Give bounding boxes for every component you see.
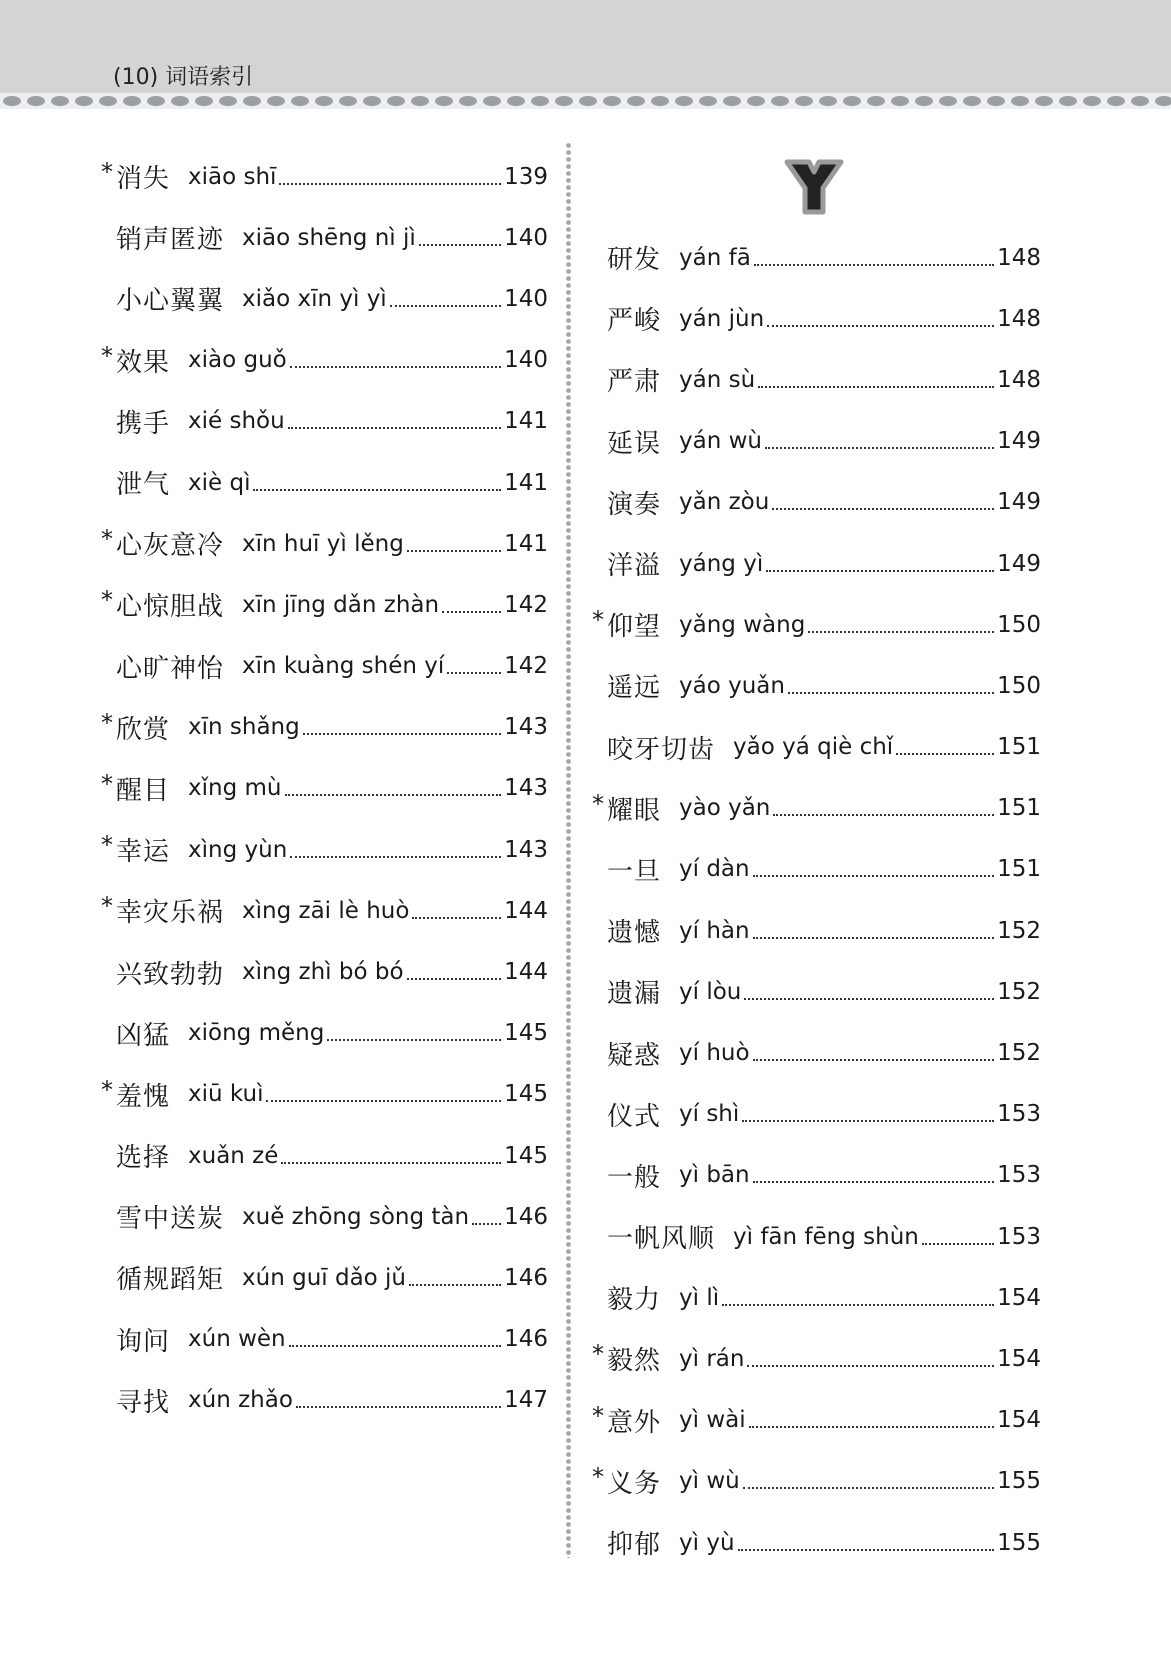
index-entry [592,227,1041,288]
entry-word: 销声匿迹 [116,225,225,256]
star-marker: * [101,769,113,798]
dot-leader [922,1243,994,1245]
entry-page-number: 143 [504,775,548,802]
dot-leader [419,244,501,246]
entry-page-number: 143 [504,714,548,741]
dot-leader [738,1549,995,1551]
entry-word: 幸灾乐祸 [116,898,225,929]
index-entry [101,1186,548,1247]
entry-word: 消失 [116,164,171,195]
star-marker: * [592,1340,604,1369]
index-entry [101,268,548,329]
entry-pinyin: xìng zāi lè huò [242,897,410,924]
entry-pinyin: yáo yuǎn [679,672,785,699]
dot-leader [412,917,501,919]
dot-leader [290,366,501,368]
star-marker: * [101,341,113,370]
entry-word: 仪式 [607,1101,662,1132]
dot-leader [772,508,994,510]
entry-page-number: 148 [997,305,1041,332]
entry-word: 严肃 [607,367,662,398]
star-marker: * [592,1401,604,1430]
index-entry [101,880,548,941]
dot-leader [472,1223,501,1225]
dot-leader [289,1345,501,1347]
entry-pinyin: xīn jīng dǎn zhàn [242,591,440,618]
entry-page-number: 151 [997,734,1041,761]
entry-page-number: 150 [997,672,1041,699]
dot-leader [773,814,994,816]
entry-word: 询问 [116,1326,171,1357]
entry-word: 携手 [116,408,171,439]
entry-page-number: 153 [997,1162,1041,1189]
dot-leader [747,1365,994,1367]
entry-word: 仰望 [607,612,662,643]
dot-leader [327,1039,501,1041]
entry-page-number: 146 [504,1264,548,1291]
dot-leader [442,611,501,613]
dot-leader [288,427,501,429]
entry-pinyin: yì lì [679,1284,720,1311]
star-marker: * [592,789,604,818]
entry-pinyin: xiào guǒ [188,347,287,374]
index-entry [592,717,1041,778]
entry-word: 延误 [607,428,662,459]
entry-pinyin: xǐng mù [188,775,282,802]
index-entry [101,1247,548,1308]
entry-pinyin: xīn kuàng shén yí [242,653,445,680]
dot-leader [253,489,501,491]
entry-pinyin: xìng zhì bó bó [242,959,404,986]
entry-word: 一旦 [607,856,662,887]
index-entry [101,819,548,880]
entry-page-number: 140 [504,347,548,374]
section-letter: Y [813,196,815,197]
entry-pinyin: yáng yì [679,550,764,577]
entry-page-number: 154 [997,1407,1041,1434]
index-entry [101,146,548,207]
dot-leader [447,672,501,674]
entry-page-number: 142 [504,591,548,618]
index-entry [101,1064,548,1125]
entry-pinyin: yán wù [679,428,762,455]
entry-page-number: 144 [504,959,548,986]
entry-word: 演奏 [607,489,662,520]
entry-page-number: 151 [997,856,1041,883]
entry-pinyin: xiāo shēng nì jì [242,224,416,251]
entry-page-number: 142 [504,653,548,680]
entry-word: 循规蹈矩 [116,1265,225,1296]
entry-pinyin: xuě zhōng sòng tàn [242,1203,470,1230]
entry-pinyin: yǎn zòu [679,489,770,516]
entry-pinyin: xìng yùn [188,836,288,863]
section-letter-badge [783,156,845,218]
entry-page-number: 148 [997,244,1041,271]
entry-pinyin: yán sù [679,366,756,393]
entry-page-number: 148 [997,366,1041,393]
dot-leader [758,386,994,388]
star-marker: * [101,525,113,554]
dot-leader [266,1100,501,1102]
entry-page-number: 152 [997,917,1041,944]
star-marker: * [101,158,113,186]
entry-page-number: 155 [997,1529,1041,1556]
entry-pinyin: xiǎo xīn yì yì [242,285,387,312]
entry-page-number: 149 [997,428,1041,455]
entry-word: 选择 [116,1143,171,1174]
dot-leader [743,1487,994,1489]
entry-page-number: 149 [997,489,1041,516]
entry-page-number: 143 [504,836,548,863]
star-marker: * [592,1462,604,1491]
index-entry [101,1003,548,1064]
entry-pinyin: xiāo shī [188,163,277,190]
entry-pinyin: yí lòu [679,978,742,1005]
entry-word: 遥远 [607,673,662,704]
entry-word: 一帆风顺 [607,1224,716,1255]
star-marker: * [592,606,604,635]
entry-pinyin: yì bān [679,1162,750,1189]
page-header [0,0,1171,93]
index-entry [592,655,1041,716]
entry-word: 效果 [116,347,171,378]
entry-page-number: 153 [997,1223,1041,1250]
dot-leader [407,978,502,980]
entry-word: 咬牙切齿 [607,734,716,765]
dot-leader [754,264,994,266]
entry-word: 醒目 [116,775,171,806]
dot-leader [281,1162,501,1164]
dot-leader [742,1120,994,1122]
entry-word: 意外 [607,1407,662,1438]
star-marker: * [101,831,113,860]
dot-leader [407,550,501,552]
column-divider [566,143,571,1558]
index-column-left [101,146,548,1431]
index-entry [101,1309,548,1370]
entry-pinyin: yì rán [679,1345,745,1372]
entry-page-number: 147 [504,1387,548,1414]
dot-leader [753,1181,994,1183]
entry-pinyin: yì wù [679,1468,740,1495]
dot-leader [753,1059,995,1061]
entry-page-number: 146 [504,1326,548,1353]
index-entry [592,1328,1041,1389]
entry-pinyin: yì wài [679,1407,746,1434]
entry-page-number: 155 [997,1468,1041,1495]
entry-word: 心灰意冷 [116,531,225,562]
entry-word: 严峻 [607,306,662,337]
entry-word: 耀眼 [607,795,662,826]
index-entry [592,839,1041,900]
index-entry [592,1267,1041,1328]
entry-page-number: 153 [997,1101,1041,1128]
index-entry [592,778,1041,839]
entry-word: 小心翼翼 [116,286,225,317]
index-entry [101,1125,548,1186]
index-entry [592,533,1041,594]
entry-pinyin: yí dàn [679,856,750,883]
entry-word: 雪中送炭 [116,1204,225,1235]
entry-pinyin: xún wèn [188,1326,286,1353]
index-entry [592,1451,1041,1512]
dot-leader [722,1304,994,1306]
entry-page-number: 140 [504,285,548,312]
index-entry [101,697,548,758]
star-marker: * [101,708,113,737]
entry-page-number: 139 [504,163,548,190]
entry-page-number: 145 [504,1081,548,1108]
entry-word: 遗漏 [607,979,662,1010]
index-entry [101,636,548,697]
entry-pinyin: yì yù [679,1529,735,1556]
entry-word: 幸运 [116,837,171,868]
dot-leader [303,733,501,735]
index-entry [101,391,548,452]
entry-pinyin: xuǎn zé [188,1142,279,1169]
entry-page-number: 151 [997,795,1041,822]
index-entry [592,472,1041,533]
index-entry [592,411,1041,472]
entry-pinyin: xiū kuì [188,1081,264,1108]
entry-page-number: 152 [997,1040,1041,1067]
dot-leader [765,447,994,449]
entry-page-number: 141 [504,530,548,557]
index-entry [592,1022,1041,1083]
decorative-border [0,93,1171,109]
index-entry [592,288,1041,349]
dot-leader [290,856,501,858]
index-entry [101,513,548,574]
entry-word: 毅力 [607,1285,662,1316]
entry-page-number: 144 [504,897,548,924]
entry-page-number: 141 [504,408,548,435]
index-entry [592,1512,1041,1573]
entry-word: 心旷神怡 [116,653,225,684]
dot-leader [896,753,994,755]
entry-pinyin: xīn huī yì lěng [242,530,404,557]
entry-pinyin: yào yǎn [679,795,771,822]
star-marker: * [101,892,113,921]
index-entry [101,941,548,1002]
index-entry [101,574,548,635]
entry-word: 遗憾 [607,918,662,949]
index-entry [101,207,548,268]
entry-pinyin: yí hàn [679,917,750,944]
index-entry [101,758,548,819]
entry-page-number: 149 [997,550,1041,577]
dot-leader [279,183,501,185]
entry-word: 寻找 [116,1387,171,1418]
entry-pinyin: xiōng měng [188,1020,325,1047]
entry-word: 心惊胆战 [116,592,225,623]
entry-word: 疑惑 [607,1040,662,1071]
dot-leader [767,325,994,327]
index-entry [592,1145,1041,1206]
entry-word: 兴致勃勃 [116,959,225,990]
entry-pinyin: xīn shǎng [188,714,300,741]
index-entry [592,1390,1041,1451]
entry-pinyin: yán fā [679,244,751,271]
index-entry [592,961,1041,1022]
entry-pinyin: xún guī dǎo jǔ [242,1264,407,1291]
dot-leader [808,631,994,633]
entry-word: 抑郁 [607,1530,662,1561]
entry-pinyin: xié shǒu [188,408,285,435]
entry-page-number: 152 [997,978,1041,1005]
entry-page-number: 146 [504,1203,548,1230]
index-entry [592,1084,1041,1145]
entry-page-number: 150 [997,611,1041,638]
index-entry [592,1206,1041,1267]
index-entry [592,594,1041,655]
entry-word: 羞愧 [116,1081,171,1112]
entry-word: 毅然 [607,1346,662,1377]
dot-leader [766,570,994,572]
entry-word: 泄气 [116,470,171,501]
entry-word: 研发 [607,245,662,276]
dot-leader [788,692,994,694]
index-entry [592,900,1041,961]
star-marker: * [101,1075,113,1104]
entry-page-number: 145 [504,1020,548,1047]
entry-pinyin: xiè qì [188,469,251,496]
entry-pinyin: yǎo yá qiè chǐ [733,734,894,761]
dot-leader [749,1426,994,1428]
entry-word: 洋溢 [607,551,662,582]
entry-pinyin: yì fān fēng shùn [733,1223,919,1250]
dot-leader [296,1406,501,1408]
entry-page-number: 140 [504,224,548,251]
entry-page-number: 145 [504,1142,548,1169]
entry-word: 义务 [607,1468,662,1499]
index-column-right [592,227,1041,1573]
dot-leader [753,875,994,877]
dot-leader [744,998,994,1000]
dot-leader [390,305,501,307]
entry-page-number: 154 [997,1284,1041,1311]
entry-pinyin: yǎng wàng [679,611,806,638]
entry-word: 一般 [607,1162,662,1193]
dot-leader [409,1284,501,1286]
page-title: (10) 词语索引 [113,65,254,90]
entry-pinyin: yán jùn [679,305,765,332]
entry-page-number: 141 [504,469,548,496]
entry-pinyin: xún zhǎo [188,1387,293,1414]
entry-pinyin: yí shì [679,1101,740,1128]
dot-leader [285,794,502,796]
entry-pinyin: yí huò [679,1040,750,1067]
index-entry [592,349,1041,410]
index-entry [101,452,548,513]
index-entry [101,330,548,391]
star-marker: * [101,586,113,615]
entry-word: 欣赏 [116,714,171,745]
entry-page-number: 154 [997,1345,1041,1372]
index-entry [101,1370,548,1431]
entry-word: 凶猛 [116,1020,171,1051]
dot-leader [753,937,995,939]
